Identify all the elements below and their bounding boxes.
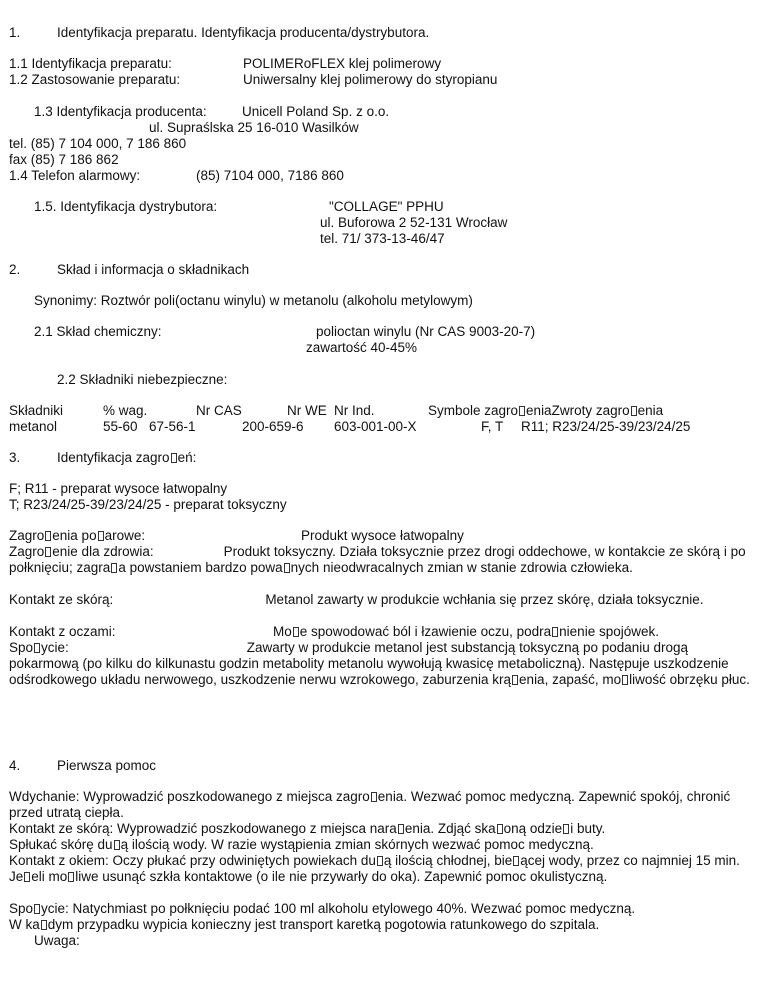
eye-contact-text: Mo e spowodować ból i łzawienie oczu, podra nienie spojówek.	[273, 624, 659, 639]
f-classification: F; R11 - preparat wysoce łatwopalny	[9, 481, 228, 496]
transport-note: W ka dym przypadku wypicia konieczny jest transport karetką pogotowia ratunkowego do szpitala.	[9, 917, 600, 932]
section-3-number: 3.	[9, 450, 21, 465]
th-wag: % wag.	[103, 403, 148, 418]
prep-id-value: POLIMERoFLEX klej polimerowy	[243, 56, 442, 71]
section-4-number: 4.	[9, 758, 21, 773]
prep-use-label: 1.2 Zastosowanie preparatu:	[9, 72, 181, 87]
th-symbols: Symbole zagro eniaZwroty zagro enia	[428, 403, 664, 418]
distributor-name: "COLLAGE" PPHU	[329, 199, 444, 214]
distributor-label: 1.5. Identyfikacja dystrybutora:	[34, 199, 218, 214]
composition-value: polioctan winylu (Nr CAS 9003-20-7)	[316, 324, 536, 339]
emergency-value: (85) 7104 000, 7186 860	[196, 168, 344, 183]
section-1-title: Identyfikacja preparatu. Identyfikacja producenta/dystrybutora.	[57, 25, 430, 40]
section-2-title: Skład i informacja o składnikach	[57, 262, 250, 277]
th-ind: Nr Ind.	[334, 403, 375, 418]
producer-address: ul. Supraślska 25 16-010 Wasilków	[149, 120, 359, 135]
producer-tel: tel. (85) 7 104 000, 7 186 860	[9, 136, 187, 151]
skin-contact-label: Kontakt ze skórą:	[9, 592, 114, 607]
skin-rinse: Spłukać skórę du ą ilością wody. W razie wystąpienia zmian skórnych wezwać pomoc medyczną.	[9, 837, 594, 852]
th-cas: Nr CAS	[196, 403, 242, 418]
note-label: Uwaga:	[34, 933, 80, 948]
ingestion-first-aid: Spo ycie: Natychmiast po połknięciu podać 100 ml alkoholu etylowego 40%. Wezwać pomoc medyczną.	[9, 901, 636, 916]
th-name: Składniki	[9, 403, 64, 418]
th-we: Nr WE	[287, 403, 327, 418]
fire-hazard-label: Zagro enia po arowe:	[9, 528, 146, 543]
ingestion-label: Spo ycie:	[9, 640, 69, 655]
distributor-tel: tel. 71/ 373-13-46/47	[320, 231, 445, 246]
section-2-number: 2.	[9, 262, 21, 277]
health-hazard-label: Zagro enie dla zdrowia:	[9, 544, 154, 559]
eye-contact-label: Kontakt z oczami:	[9, 624, 116, 639]
composition-label: 2.1 Skład chemiczny:	[34, 324, 162, 339]
producer-fax: fax (85) 7 186 862	[9, 152, 119, 167]
hazardous-label: 2.2 Składniki niebezpieczne:	[57, 372, 228, 387]
prep-id-label: 1.1 Identyfikacja preparatu:	[9, 56, 172, 71]
td-wag: 55-60	[103, 419, 138, 434]
td-we: 200-659-6	[242, 419, 304, 434]
prep-use-value: Uniwersalny klej polimerowy do styropianu	[243, 72, 498, 87]
fire-hazard-value: Produkt wysoce łatwopalny	[301, 528, 464, 543]
section-4-title: Pierwsza pomoc	[57, 758, 157, 773]
skin-first-aid: Kontakt ze skórą: Wyprowadzić poszkodowanego z miejsca nara enia. Zdjąć ska oną odzie i buty.	[9, 821, 606, 836]
skin-contact-paragraph: Kontakt ze skórą: Metanol zawarty w produkcie wchłania się przez skórę, działa toksycznie.	[9, 592, 704, 607]
section-1-number: 1.	[9, 25, 21, 40]
td-name: metanol	[9, 419, 58, 434]
health-hazard-paragraph: Zagro enie dla zdrowia: Produkt toksyczny. Działa toksycznie przez drogi oddechowe, w kontakcie ze skórą i po połknięciu; zagra a powstaniem bardzo powa nych nieodwracalnych zmian w stanie zdrowia człowieka.	[9, 544, 746, 575]
inhalation-paragraph: Wdychanie: Wyprowadzić poszkodowanego z miejsca zagro enia. Wezwać pomoc medyczną. Zapewnić spokój, chronić przed utratą ciepła.	[9, 789, 731, 820]
td-phrases: R11; R23/24/25-39/23/24/25	[521, 419, 691, 434]
ingestion-paragraph: Spo ycie: Zawarty w produkcie metanol jest substancją toksyczną po podaniu drogą pokarmową (po kilku do kilkunastu godzin metabolity metanolu wywołują kwasicę metaboliczną). Następuje uszkodzenie odśrodkowego układu nerwowego, uszkodzenie nerwu wzrokowego, zaburzenia krą enia, zapaść, mo liwość obrzęku płuc.	[9, 640, 750, 687]
section-3-title: Identyfikacja zagro eń:	[57, 450, 197, 465]
t-classification: T; R23/24/25-39/23/24/25 - preparat toksyczny	[9, 497, 287, 512]
emergency-label: 1.4 Telefon alarmowy:	[9, 168, 141, 183]
producer-label: 1.3 Identyfikacja producenta:	[34, 104, 207, 119]
eye-first-aid: Kontakt z okiem: Oczy płukać przy odwiniętych powiekach du ą ilością chłodnej, bie ącej wody, przez co najmniej 15 min. Je eli mo liwe usunąć szkła kontaktowe (o ile nie przywarły do oka). Zapewnić pomoc okulistyczną.	[9, 853, 740, 884]
producer-name: Unicell Poland Sp. z o.o.	[242, 104, 390, 119]
td-cas: 67-56-1	[149, 419, 196, 434]
synonyms-text: Synonimy: Roztwór poli(octanu winylu) w metanolu (alkoholu metylowym)	[34, 293, 473, 308]
distributor-address: ul. Buforowa 2 52-131 Wrocław	[320, 215, 508, 230]
composition-content: zawartość 40-45%	[306, 340, 418, 355]
td-symbols: F, T	[481, 419, 504, 434]
td-ind: 603-001-00-X	[334, 419, 417, 434]
